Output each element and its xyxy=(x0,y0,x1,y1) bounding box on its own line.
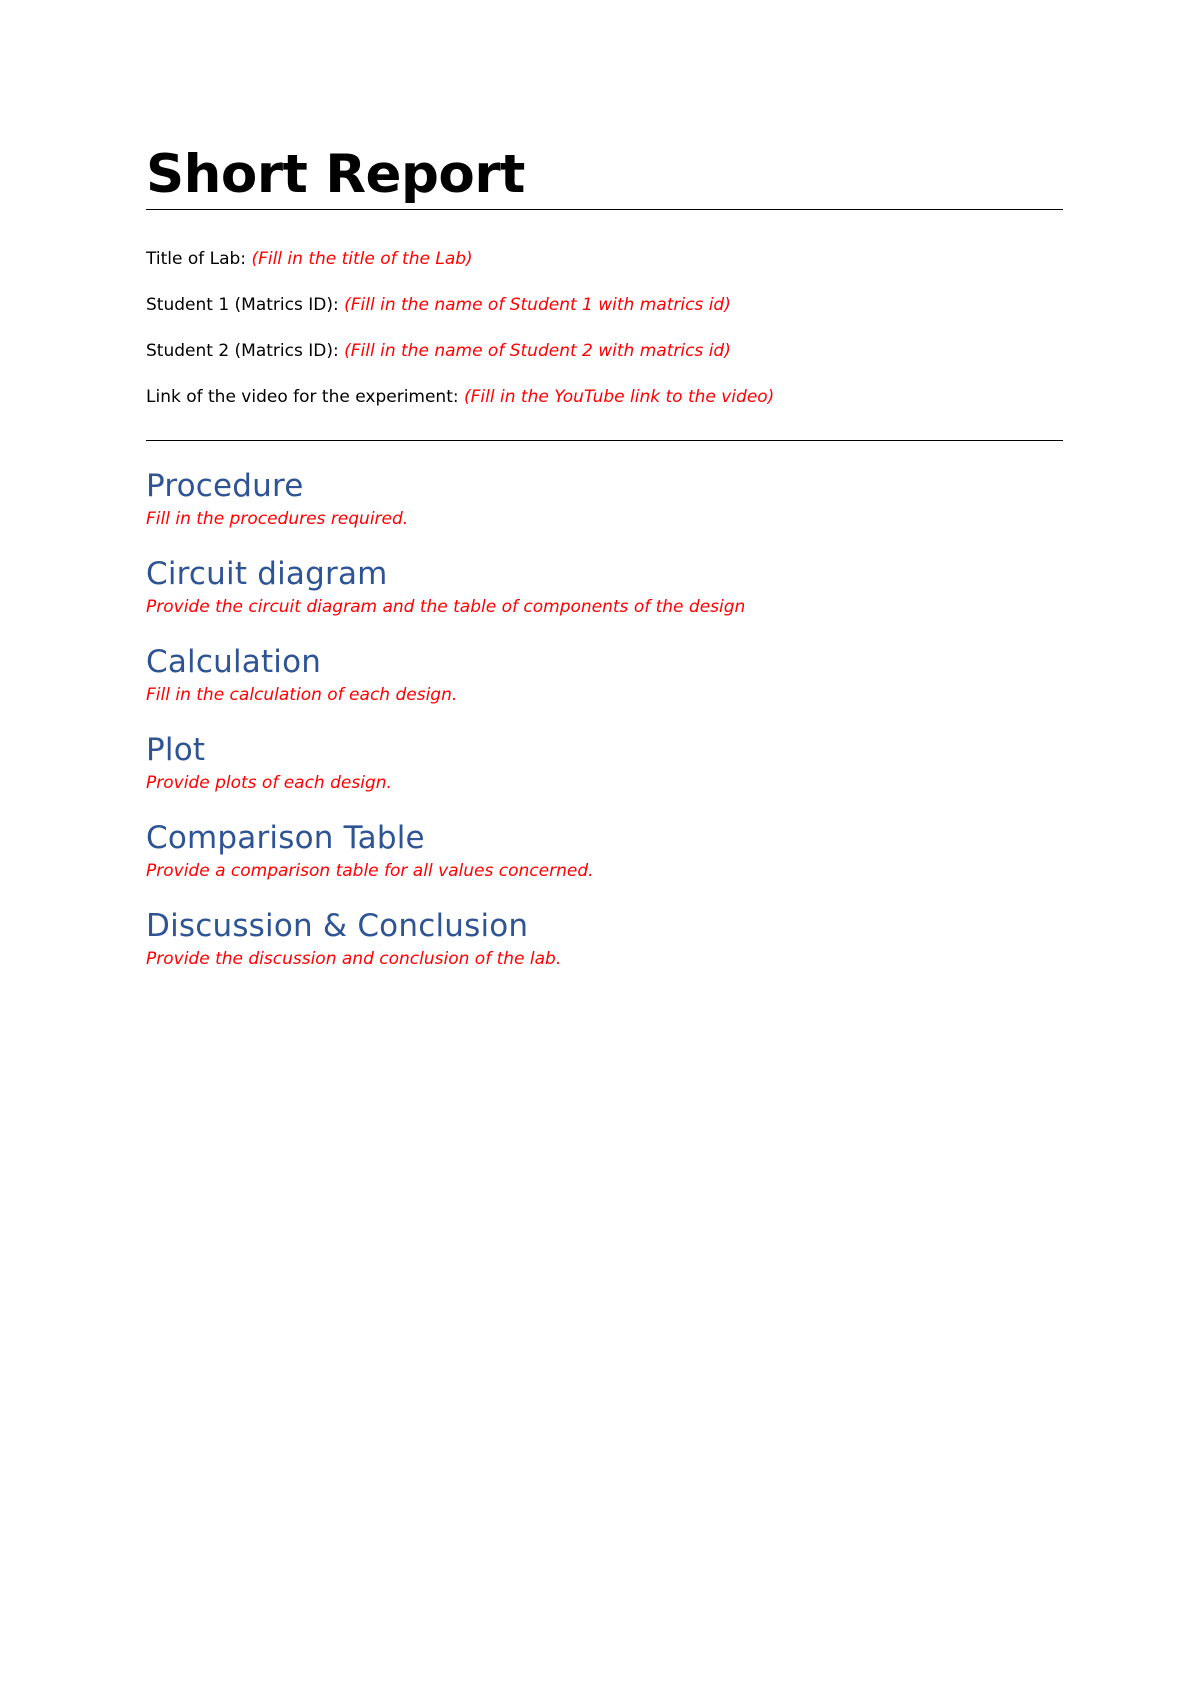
section-heading[interactable]: Circuit diagram xyxy=(146,556,388,592)
meta-student-2[interactable] xyxy=(146,340,1063,362)
section-procedure xyxy=(146,468,1063,530)
section-calculation xyxy=(146,644,1063,706)
meta-placeholder[interactable]: (Fill in the name of Student 1 with matrics id) xyxy=(344,295,731,315)
section-divider xyxy=(146,440,1063,441)
meta-placeholder[interactable]: (Fill in the title of the Lab) xyxy=(251,249,473,269)
document-body xyxy=(146,140,1063,970)
meta-label: Student 1 (Matrics ID): xyxy=(146,295,345,315)
section-instruction[interactable]: Fill in the procedures required. xyxy=(146,509,409,529)
meta-label: Link of the video for the experiment: xyxy=(146,387,465,407)
section-discussion-conclusion xyxy=(146,908,1063,970)
meta-placeholder[interactable]: (Fill in the YouTube link to the video) xyxy=(464,387,775,407)
section-heading[interactable]: Procedure xyxy=(146,468,304,504)
section-instruction[interactable]: Provide the discussion and conclusion of the lab. xyxy=(146,949,562,969)
section-heading[interactable]: Comparison Table xyxy=(146,820,425,856)
section-plot xyxy=(146,732,1063,794)
section-heading[interactable]: Discussion & Conclusion xyxy=(146,908,529,944)
meta-label: Title of Lab: xyxy=(146,249,252,269)
section-instruction[interactable]: Provide a comparison table for all values concerned. xyxy=(146,861,594,881)
section-instruction[interactable]: Provide the circuit diagram and the table of components of the design xyxy=(146,597,746,617)
section-heading[interactable]: Plot xyxy=(146,732,206,768)
section-instruction[interactable]: Fill in the calculation of each design. xyxy=(146,685,458,705)
section-instruction[interactable]: Provide plots of each design. xyxy=(146,773,392,793)
section-comparison-table xyxy=(146,820,1063,882)
section-circuit-diagram xyxy=(146,556,1063,618)
document-title[interactable]: Short Report xyxy=(146,148,1063,210)
meta-placeholder[interactable]: (Fill in the name of Student 2 with matrics id) xyxy=(344,341,731,361)
meta-student-1[interactable] xyxy=(146,294,1063,316)
section-heading[interactable]: Calculation xyxy=(146,644,322,680)
report-meta xyxy=(146,248,1063,408)
meta-title-of-lab[interactable] xyxy=(146,248,1063,270)
meta-video-link[interactable] xyxy=(146,386,1063,408)
meta-label: Student 2 (Matrics ID): xyxy=(146,341,345,361)
